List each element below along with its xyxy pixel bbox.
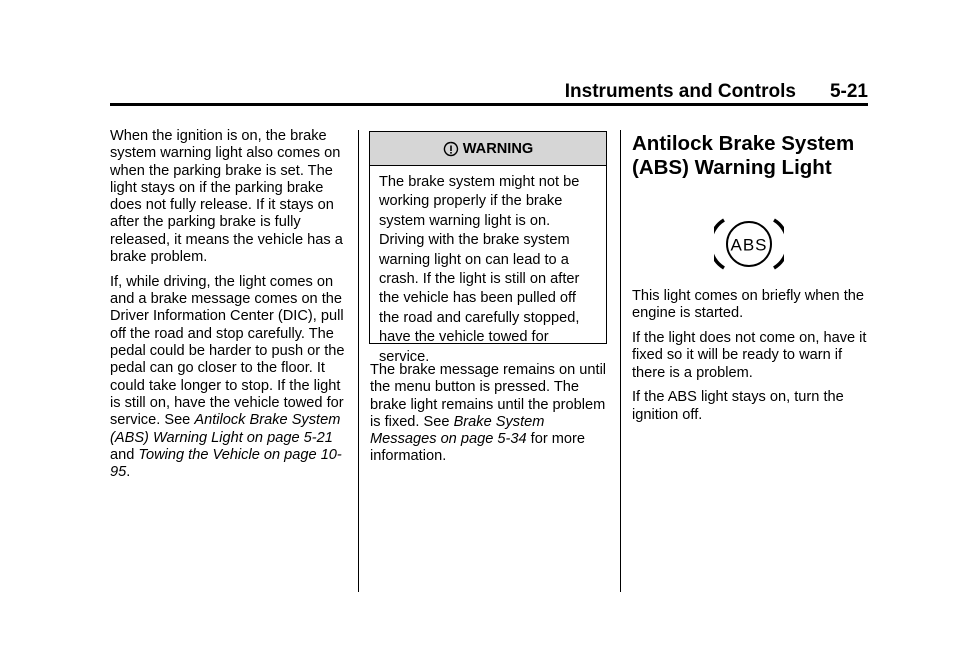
page-number: 5-21 — [829, 81, 868, 102]
paragraph-brake-message — [370, 362, 610, 466]
column-right — [632, 288, 872, 432]
column-divider-right — [620, 130, 621, 592]
warning-icon — [443, 141, 459, 157]
paragraph-abs-briefly: This light comes on briefly when the engine is started. — [632, 288, 864, 322]
section-title-header: Instruments and Controls — [564, 81, 796, 102]
warning-title: WARNING — [462, 140, 534, 157]
page-header — [110, 80, 868, 104]
column-left — [110, 128, 350, 489]
paragraph-brake-message-text: The brake message remains on until the menu button is pressed. The brake light remains until the problem is fixed. See — [370, 362, 607, 430]
paragraph-abs-not-on: If the light does not come on, have it fixed so it will be ready to warn if there is a problem. — [632, 330, 867, 381]
link-brake-system-messages[interactable]: Brake System Messages on page 5-34 — [370, 413, 545, 448]
paragraph-brake-message-end: for more information. — [370, 431, 585, 465]
section-heading-abs: Antilock Brake System (ABS) Warning Light — [632, 132, 855, 179]
paragraph-ignition: When the ignition is on, the brake system warning light also comes on when the parking brake is set. The light stays on if the parking brake does not fully release. If it stays on after the parking brake is fully released, it means the vehicle has a brake problem. — [110, 128, 343, 266]
paragraph-abs-stays-on: If the ABS light stays on, turn the ignition off. — [632, 389, 844, 423]
abs-icon-label: ABS — [730, 235, 768, 255]
link-towing-vehicle[interactable]: Towing the Vehicle on page 10-95 — [110, 446, 342, 481]
warning-header — [370, 132, 606, 166]
header-rule — [110, 103, 868, 106]
column-divider-left — [358, 130, 359, 592]
paragraph-driving-text: If, while driving, the light comes on and a brake message comes on the Driver Information Center (DIC), pull off the road and stop carefully. The pedal could be harder to push or the pedal can go closer to the floor. It could take longer to stop. If the light is still on, have the vehicle towed for service. See — [110, 273, 345, 429]
paragraph-and: and — [110, 446, 139, 463]
abs-warning-light-icon — [714, 214, 784, 274]
warning-body: The brake system might not be working properly if the brake system warning light is on. Driving with the brake system warning light on can lead to a crash. If the light is still on after the vehicle has been pulled off the road and carefully stopped, have the vehicle towed for service. — [379, 174, 580, 365]
paragraph-driving — [110, 274, 350, 482]
warning-box — [369, 131, 607, 365]
link-abs-warning-light[interactable]: Antilock Brake System (ABS) Warning Light on page 5-21 — [110, 412, 341, 446]
paragraph-end: . — [126, 464, 131, 481]
column-middle — [370, 362, 610, 473]
